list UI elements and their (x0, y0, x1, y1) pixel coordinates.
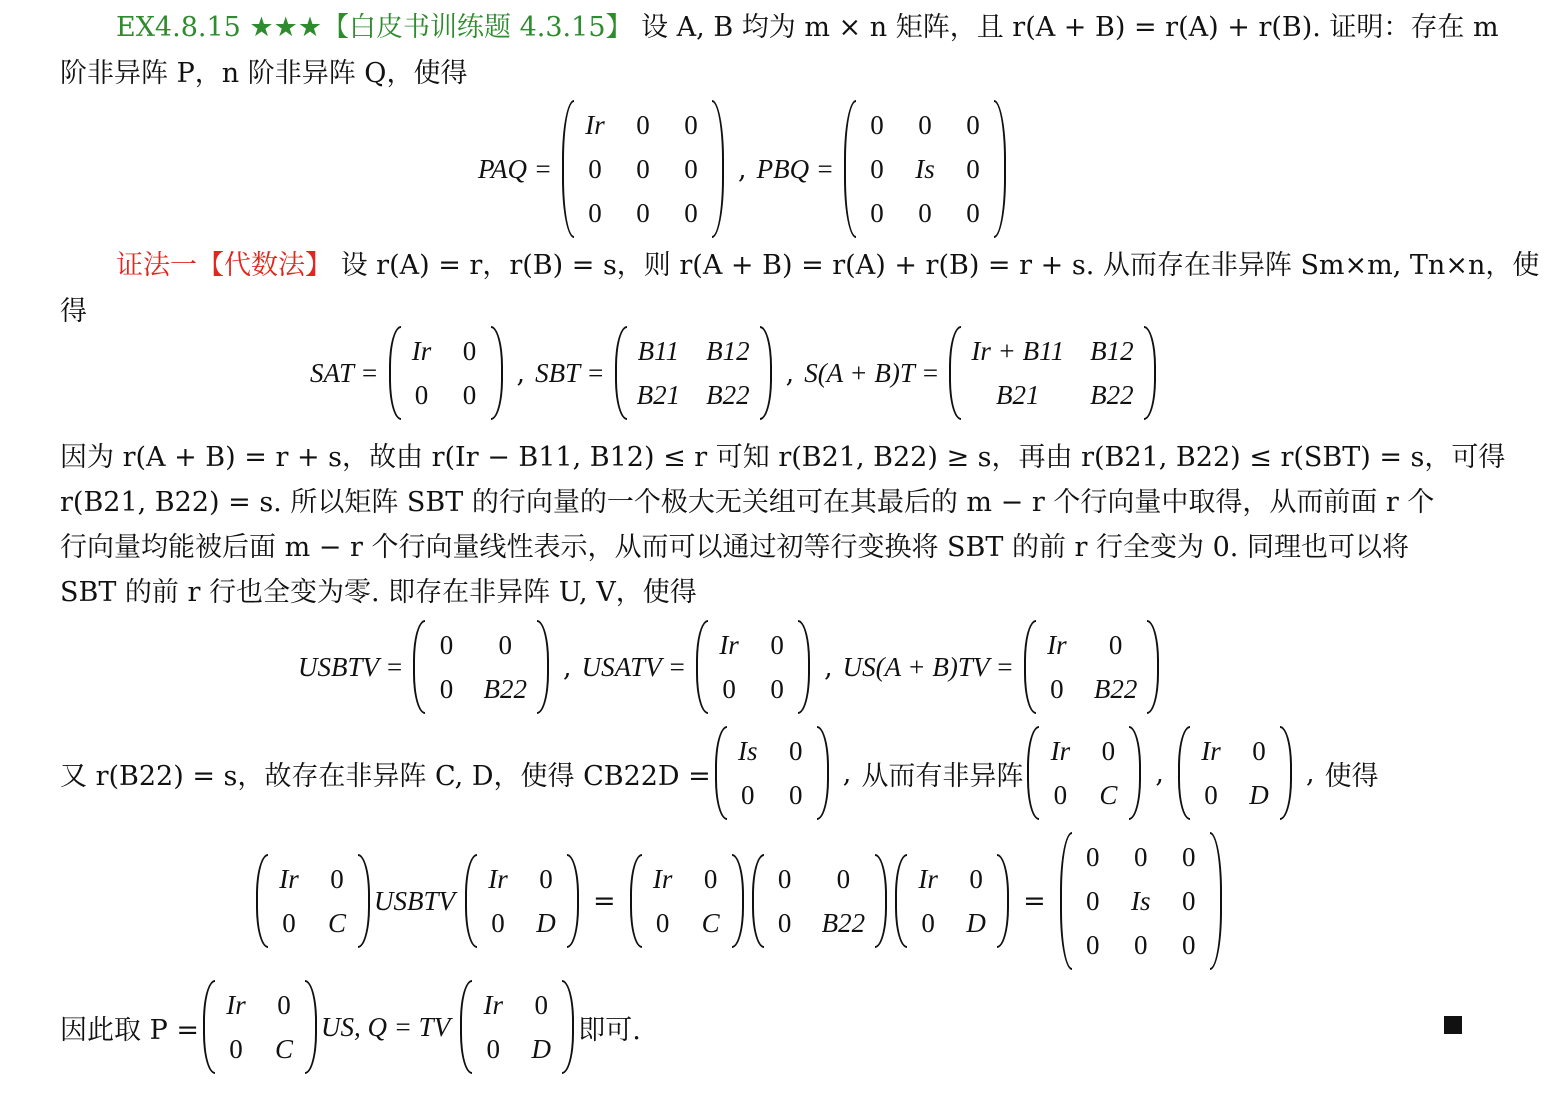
matrix-entry: 0 (498, 630, 512, 660)
matrix-entry: B11 (637, 336, 680, 366)
matrix-entry: 0 (921, 908, 935, 938)
right-paren (875, 854, 887, 948)
matrix-entry: 0 (1086, 886, 1100, 916)
matrix-entry: 0 (1252, 736, 1266, 766)
conclusion-line (60, 980, 641, 1074)
problem-reference: 【白皮书训练题 4.3.15】 (322, 12, 633, 43)
sabt-matrix (949, 326, 1155, 420)
matrix-entry: D (531, 1034, 551, 1064)
matrix-entry: B22 (483, 674, 527, 704)
matrix-entry: Ir (1047, 630, 1067, 660)
matrix-entry: 0 (969, 864, 983, 894)
right-paren (1147, 620, 1159, 714)
cd-text-2: 从而有非异阵 (861, 760, 1024, 792)
matrix-entry: 0 (1050, 674, 1064, 704)
matrix-entry: 0 (229, 1034, 243, 1064)
problem-header (116, 10, 1499, 46)
matrix-entry: B22 (1093, 674, 1138, 704)
matrix-entry: Ir (488, 864, 508, 894)
proof-text-1: 设 r(A) = r，r(B) = s，则 r(A + B) = r(A) + r(B) = r + s. 从而存在非异阵 Sm×m, Tn×n，使 (340, 250, 1540, 281)
sat-label: SAT = (310, 357, 379, 388)
usbtv-label: USBTV = (298, 651, 404, 682)
matrix-entry: 0 (741, 780, 755, 810)
matrix-entry: 0 (870, 154, 884, 184)
right-paren (1280, 726, 1292, 820)
left-paren (413, 620, 425, 714)
matrix-entry: 0 (439, 674, 454, 704)
matrix-entry: 0 (282, 908, 296, 938)
product-result-matrix (1060, 832, 1222, 970)
left-paren (1024, 620, 1036, 714)
cb22d-matrix (715, 726, 829, 820)
matrix-entry: 0 (1182, 886, 1196, 916)
matrix-entry: 0 (770, 630, 784, 660)
matrix-grid (907, 854, 997, 948)
product-matrix-e (895, 854, 1009, 948)
product-mid-label: USBTV (374, 885, 455, 916)
matrix-entry: Ir (585, 110, 605, 140)
left-paren (562, 100, 574, 238)
matrix-entry: Ir + B11 (971, 336, 1065, 366)
matrix-entry: C (274, 1034, 293, 1064)
matrix-entry: 0 (1101, 736, 1116, 766)
para-line-4: SBT 的前 r 行也全变为零. 即存在非异阵 U, V，使得 (60, 577, 697, 608)
matrix-entry: Ir (918, 864, 938, 894)
left-paren (696, 620, 708, 714)
matrix-grid (477, 854, 567, 948)
sbt-label: SBT = (535, 357, 605, 388)
matrix-entry: 0 (534, 990, 548, 1020)
matrix-grid (708, 620, 798, 714)
matrix-entry: 0 (491, 908, 505, 938)
matrix-grid (1072, 832, 1210, 970)
matrix-entry: 0 (588, 198, 602, 228)
block-d-matrix (1178, 726, 1292, 820)
product-matrix-c (630, 854, 744, 948)
right-paren (491, 326, 503, 420)
matrix-entry: 0 (414, 380, 429, 410)
matrix-entry: Ir (411, 336, 432, 366)
right-paren (712, 100, 724, 238)
difficulty-stars: ★★★ (249, 12, 323, 43)
matrix-entry: 0 (722, 674, 736, 704)
matrix-grid (215, 980, 305, 1074)
matrix-entry: 0 (966, 110, 980, 140)
sbt-matrix (615, 326, 772, 420)
left-paren (752, 854, 764, 948)
pbq-label: PBQ = (756, 153, 835, 184)
matrix-entry: Ir (279, 864, 299, 894)
left-paren (203, 980, 215, 1074)
matrix-entry: 0 (684, 110, 698, 140)
right-paren (567, 854, 579, 948)
matrix-entry: D (1249, 780, 1269, 810)
usabtv-matrix (1024, 620, 1160, 714)
matrix-grid (627, 326, 760, 420)
matrix-entry: 0 (918, 110, 932, 140)
matrix-entry: B22 (821, 908, 866, 938)
left-paren (1027, 726, 1039, 820)
matrix-entry: 0 (1204, 780, 1218, 810)
matrix-entry: D (536, 908, 556, 938)
matrix-entry: 0 (684, 198, 698, 228)
right-paren (997, 854, 1009, 948)
matrix-entry: C (701, 908, 720, 938)
left-paren (844, 100, 856, 238)
matrix-entry: 0 (636, 198, 650, 228)
right-paren (760, 326, 772, 420)
right-paren (537, 620, 549, 714)
para-line-2: r(B21, B22) = s. 所以矩阵 SBT 的行向量的一个极大无关组可在其最后的 m − r 个行向量中取得，从而前面 r 个 (60, 487, 1435, 518)
equation-usbtv: USBTV = 0 0 0 B22 , USATV = Ir 0 0 0 , US(A + B)TV = Ir 0 0 B22 (298, 620, 1163, 714)
equation-sat-sbt: SAT = Ir 0 0 0 , SBT = B11 B12 B21 B22 , S(A + B)T = Ir + B11 B12 B21 B22 (310, 326, 1160, 420)
line-cd: 又 r(B22) = s，故存在非异阵 C, D，使得 CB22D = Is 0 0 0 , 从而有非异阵 Ir 0 0 C , Ir 0 0 D , 使得 (60, 726, 1379, 820)
matrix-entry: 0 (462, 380, 477, 410)
statement-line-1: 设 A, B 均为 m × n 矩阵，且 r(A + B) = r(A) + r(B). 证明：存在 m (641, 12, 1499, 43)
matrix-entry: Ir (652, 864, 673, 894)
matrix-entry: 0 (1182, 930, 1196, 960)
matrix-entry: B12 (706, 336, 750, 366)
matrix-entry: 0 (1108, 630, 1123, 660)
matrix-entry: 0 (1086, 842, 1100, 872)
matrix-grid (1039, 726, 1129, 820)
qed-square (1444, 1016, 1462, 1034)
left-paren (615, 326, 627, 420)
matrix-entry: B12 (1090, 336, 1134, 366)
usatv-matrix (696, 620, 810, 714)
matrix-entry: 0 (789, 736, 803, 766)
para-line-1: 因为 r(A + B) = r + s，故由 r(Ir − B11, B12) ≤ r 可知 r(B21, B22) ≥ s，再由 r(B21, B22) ≤ r(SBT) = s，可得 (60, 442, 1506, 473)
product-matrix-d (752, 854, 888, 948)
sabt-label: S(A + B)T = (804, 357, 940, 388)
matrix-entry: 0 (918, 198, 932, 228)
right-paren (562, 980, 574, 1074)
matrix-entry: Is (738, 736, 758, 766)
equation-product: Ir 0 0 C USBTV Ir 0 0 D = Ir 0 0 C 0 0 0 B22 Ir 0 0 D = 0 0 0 0 Is 0 0 0 0 (252, 832, 1226, 970)
matrix-entry: Ir (719, 630, 739, 660)
right-paren (358, 854, 370, 948)
left-paren (1060, 832, 1072, 970)
cd-text-3: 使得 (1324, 760, 1379, 792)
statement-line-2: 阶非异阵 P，n 阶非异阵 Q，使得 (60, 58, 468, 89)
matrix-grid (856, 100, 994, 238)
left-paren (1178, 726, 1190, 820)
q-block-matrix (460, 980, 574, 1074)
right-paren (994, 100, 1006, 238)
matrix-entry: 0 (655, 908, 670, 938)
matrix-entry: C (327, 908, 346, 938)
matrix-entry: Is (1131, 886, 1151, 916)
matrix-grid (574, 100, 712, 238)
matrix-entry: 0 (870, 110, 884, 140)
usabtv-label: US(A + B)TV = (842, 651, 1014, 682)
matrix-entry: Ir (226, 990, 246, 1020)
left-paren (389, 326, 401, 420)
conclusion-text-3: 即可. (578, 1014, 641, 1046)
conclusion-text-2: US, Q = TV (320, 1011, 451, 1042)
matrix-entry: 0 (636, 110, 650, 140)
matrix-entry: 0 (703, 864, 718, 894)
pbq-matrix (844, 100, 1006, 238)
cd-text-1: 又 r(B22) = s，故存在非异阵 C, D，使得 CB22D = (60, 760, 711, 792)
paq-matrix (562, 100, 724, 238)
matrix-grid (642, 854, 732, 948)
left-paren (465, 854, 477, 948)
proof-line-1 (116, 248, 1539, 284)
right-paren (732, 854, 744, 948)
matrix-entry: 0 (870, 198, 884, 228)
usbtv-matrix (413, 620, 549, 714)
matrix-entry: D (966, 908, 986, 938)
matrix-entry: 0 (1086, 930, 1100, 960)
matrix-entry: 0 (777, 908, 792, 938)
matrix-entry: 0 (789, 780, 803, 810)
matrix-entry: 0 (770, 674, 784, 704)
matrix-entry: 0 (486, 1034, 500, 1064)
right-paren (1144, 326, 1156, 420)
left-paren (460, 980, 472, 1074)
right-paren (305, 980, 317, 1074)
conclusion-text-1: 因此取 P = (60, 1014, 199, 1046)
equation-paq-pbq: PAQ = Ir 0 0 0 0 0 0 0 0 , PBQ = 0 0 0 0 Is 0 0 0 0 (478, 100, 1010, 238)
left-paren (630, 854, 642, 948)
usatv-label: USATV = (581, 651, 687, 682)
matrix-grid (727, 726, 817, 820)
matrix-entry: 0 (636, 154, 650, 184)
matrix-grid (961, 326, 1143, 420)
matrix-grid (1036, 620, 1148, 714)
left-paren (256, 854, 268, 948)
matrix-entry: B22 (1090, 380, 1134, 410)
matrix-entry: 0 (439, 630, 454, 660)
sat-matrix (389, 326, 503, 420)
block-c-matrix (1027, 726, 1141, 820)
matrix-entry: 0 (588, 154, 602, 184)
right-paren (817, 726, 829, 820)
right-paren (1210, 832, 1222, 970)
paq-label: PAQ = (478, 153, 552, 184)
matrix-entry: 0 (1053, 780, 1068, 810)
left-paren (715, 726, 727, 820)
matrix-entry: B21 (996, 380, 1040, 410)
product-matrix-b (465, 854, 579, 948)
matrix-entry: 0 (539, 864, 553, 894)
matrix-entry: 0 (277, 990, 291, 1020)
left-paren (895, 854, 907, 948)
matrix-entry: Ir (1201, 736, 1221, 766)
matrix-entry: 0 (966, 198, 980, 228)
matrix-entry: 0 (1134, 842, 1148, 872)
matrix-grid (401, 326, 491, 420)
matrix-grid (268, 854, 358, 948)
matrix-entry: B22 (706, 380, 750, 410)
matrix-entry: Is (915, 154, 935, 184)
matrix-grid (425, 620, 537, 714)
matrix-entry: B21 (636, 380, 681, 410)
matrix-grid (472, 980, 562, 1074)
matrix-entry: C (1099, 780, 1118, 810)
proof-line-2: 得 (60, 296, 87, 327)
matrix-entry: 0 (684, 154, 698, 184)
matrix-entry: 0 (836, 864, 851, 894)
matrix-grid (764, 854, 876, 948)
problem-id: EX4.8.15 (116, 12, 241, 43)
product-matrix-a (256, 854, 370, 948)
matrix-entry: 0 (330, 864, 344, 894)
p-block-matrix (203, 980, 317, 1074)
matrix-entry: Ir (1050, 736, 1071, 766)
proof-method-label: 证法一【代数法】 (116, 250, 332, 281)
matrix-entry: 0 (1134, 930, 1148, 960)
matrix-entry: 0 (966, 154, 980, 184)
matrix-entry: Ir (483, 990, 503, 1020)
matrix-entry: 0 (777, 864, 792, 894)
right-paren (798, 620, 810, 714)
matrix-entry: 0 (1182, 842, 1196, 872)
right-paren (1129, 726, 1141, 820)
para-line-3: 行向量均能被后面 m − r 个行向量线性表示，从而可以通过初等行变换将 SBT 的前 r 行全变为 0. 同理也可以将 (60, 532, 1409, 563)
matrix-grid (1190, 726, 1280, 820)
left-paren (949, 326, 961, 420)
matrix-entry: 0 (462, 336, 477, 366)
